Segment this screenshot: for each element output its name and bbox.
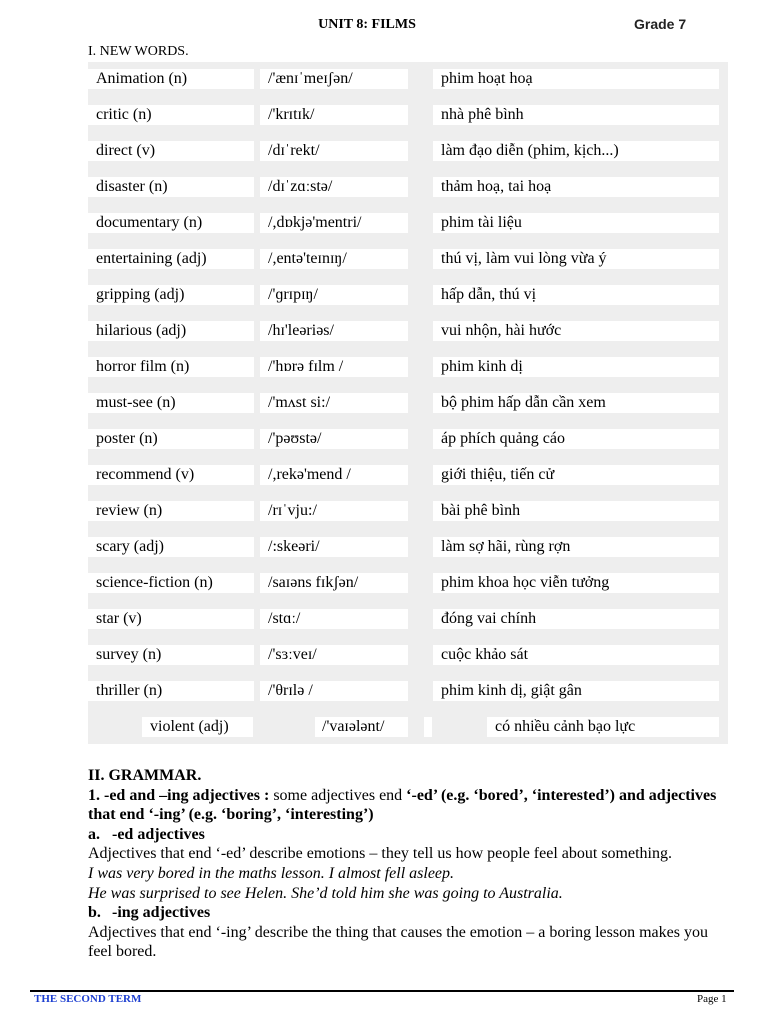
sub-a-label: a. [88, 825, 100, 843]
grammar-sub-b-title [88, 903, 728, 923]
grammar-point-1-label: 1. -ed and –ing adjectives : [88, 786, 270, 804]
vocab-word: star (v) [88, 609, 254, 629]
vocab-word: Animation (n) [88, 69, 254, 89]
vocab-pronunciation: /'hɒrə fɪlm / [260, 357, 408, 377]
vocab-word: hilarious (adj) [88, 321, 254, 341]
vocab-word: direct (v) [88, 141, 254, 161]
grammar-point-1-text: some adjectives end [269, 786, 407, 804]
grammar-section [88, 766, 728, 962]
vocab-word: gripping (adj) [88, 285, 254, 305]
vocab-row [88, 710, 728, 744]
vocab-meaning: phim khoa học viễn tưởng [433, 573, 719, 593]
vocab-pronunciation: /'θrɪlə / [260, 681, 408, 701]
vocab-word: critic (n) [88, 105, 254, 125]
vocab-word: disaster (n) [88, 177, 254, 197]
vocab-pronunciation: /'mʌst si:/ [260, 393, 408, 413]
vocab-meaning: phim kinh dị [433, 357, 719, 377]
vocab-word: poster (n) [88, 429, 254, 449]
grammar-point-1 [88, 786, 728, 825]
vocab-pronunciation: /'sɜːveɪ/ [260, 645, 408, 665]
footer-page-number: Page 1 [697, 993, 727, 1005]
vocab-row [88, 458, 728, 494]
vocab-row [88, 98, 728, 134]
vocab-meaning: thú vị, làm vui lòng vừa ý [433, 249, 719, 269]
vocab-row [88, 206, 728, 242]
vocab-row [88, 602, 728, 638]
vocab-pronunciation: /'krɪtɪk/ [260, 105, 408, 125]
vocab-meaning: phim hoạt hoạ [433, 69, 719, 89]
vocab-pronunciation: /'vaɪələnt/ [315, 717, 408, 737]
grammar-sub-a-text: Adjectives that end ‘-ed’ describe emotions – they tell us how people feel about something. [88, 845, 672, 863]
vocab-meaning: thảm hoạ, tai hoạ [433, 177, 719, 197]
vocab-pronunciation: /'ænɪˈmeɪʃən/ [260, 69, 408, 89]
vocab-pronunciation: /stɑː/ [260, 609, 408, 629]
grammar-sub-b-text: Adjectives that end ‘-ing’ describe the thing that causes the emotion – a boring lesson makes you feel bored. [88, 923, 708, 961]
vocab-word: scary (adj) [88, 537, 254, 557]
vocab-word: thriller (n) [88, 681, 254, 701]
vocab-pronunciation: /dɪˈzɑːstə/ [260, 177, 408, 197]
vocab-row [88, 170, 728, 206]
vocab-word: recommend (v) [88, 465, 254, 485]
grammar-sub-a-example-1: I was very bored in the maths lesson. I almost fell asleep. [88, 864, 455, 882]
vocab-meaning: cuộc khảo sát [433, 645, 719, 665]
grade-label: Grade 7 [634, 16, 687, 32]
vocab-word: science-fiction (n) [88, 573, 254, 593]
vocab-row [88, 62, 728, 98]
vocab-word: entertaining (adj) [88, 249, 254, 269]
vocab-row [88, 350, 728, 386]
vocab-row [88, 386, 728, 422]
vocab-meaning: làm đạo diễn (phim, kịch...) [433, 141, 719, 161]
vocab-row [88, 314, 728, 350]
vocab-meaning: bài phê bình [433, 501, 719, 521]
vocab-word: documentary (n) [88, 213, 254, 233]
sub-b-label: b. [88, 904, 101, 922]
sub-b-title-text: -ing adjectives [112, 904, 211, 922]
vocab-meaning: nhà phê bình [433, 105, 719, 125]
vocab-pronunciation: /hɪ'leəriəs/ [260, 321, 408, 341]
vocab-pronunciation: /rɪˈvju:/ [260, 501, 408, 521]
vocab-word: survey (n) [88, 645, 254, 665]
vocabulary-table [88, 62, 728, 744]
vocab-meaning: phim tài liệu [433, 213, 719, 233]
vocab-meaning: làm sợ hãi, rùng rợn [433, 537, 719, 557]
vocab-word: review (n) [88, 501, 254, 521]
grammar-sub-a-example-2: He was surprised to see Helen. She’d told him she was going to Australia. [88, 884, 563, 902]
grammar-heading: II. GRAMMAR. [88, 767, 202, 784]
vocab-meaning: hấp dẫn, thú vị [433, 285, 719, 305]
vocab-pronunciation: /'pəʊstə/ [260, 429, 408, 449]
vocab-pronunciation: /'ɡrɪpɪŋ/ [260, 285, 408, 305]
vocab-meaning: có nhiều cảnh bạo lực [487, 717, 719, 737]
vocab-row [88, 674, 728, 710]
sub-a-title-text: -ed adjectives [112, 825, 205, 843]
vocab-pronunciation: /saɪəns fɪkʃən/ [260, 573, 408, 593]
vocab-row [88, 566, 728, 602]
vocab-pronunciation: /dɪˈrekt/ [260, 141, 408, 161]
vocab-pronunciation: /:skeəri/ [260, 537, 408, 557]
vocab-row [88, 530, 728, 566]
unit-title: UNIT 8: FILMS [318, 17, 416, 32]
vocab-pronunciation: /,entə'teɪnɪŋ/ [260, 249, 408, 269]
vocab-word: horror film (n) [88, 357, 254, 377]
vocab-row [88, 494, 728, 530]
vocab-meaning: phim kinh dị, giật gân [433, 681, 719, 701]
vocab-pronunciation: /,rekə'mend / [260, 465, 408, 485]
footer-divider [30, 990, 734, 992]
vocab-meaning: giới thiệu, tiến cử [433, 465, 719, 485]
vocab-row [88, 134, 728, 170]
vocab-word: violent (adj) [142, 717, 253, 737]
section-new-words-heading: I. NEW WORDS. [88, 44, 189, 59]
vocab-meaning: vui nhộn, hài hước [433, 321, 719, 341]
vocab-meaning: áp phích quảng cáo [433, 429, 719, 449]
vocab-row [88, 638, 728, 674]
vocab-meaning: bộ phim hấp dẫn cần xem [433, 393, 719, 413]
vocab-row [88, 242, 728, 278]
vocab-row [88, 278, 728, 314]
vocab-blank-cell [424, 717, 432, 737]
grammar-sub-a-title [88, 825, 728, 845]
vocab-meaning: đóng vai chính [433, 609, 719, 629]
footer-term: THE SECOND TERM [34, 993, 142, 1005]
vocab-word: must-see (n) [88, 393, 254, 413]
vocab-row [88, 422, 728, 458]
vocab-pronunciation: /,dɒkjə'mentri/ [260, 213, 408, 233]
grammar-point-1-bold: ‘-ed’ (e.g. ‘bored’, ‘interested’) and adjectives that end ‘-ing’ (e.g. ‘boring’, ‘interesting’) [88, 786, 717, 824]
